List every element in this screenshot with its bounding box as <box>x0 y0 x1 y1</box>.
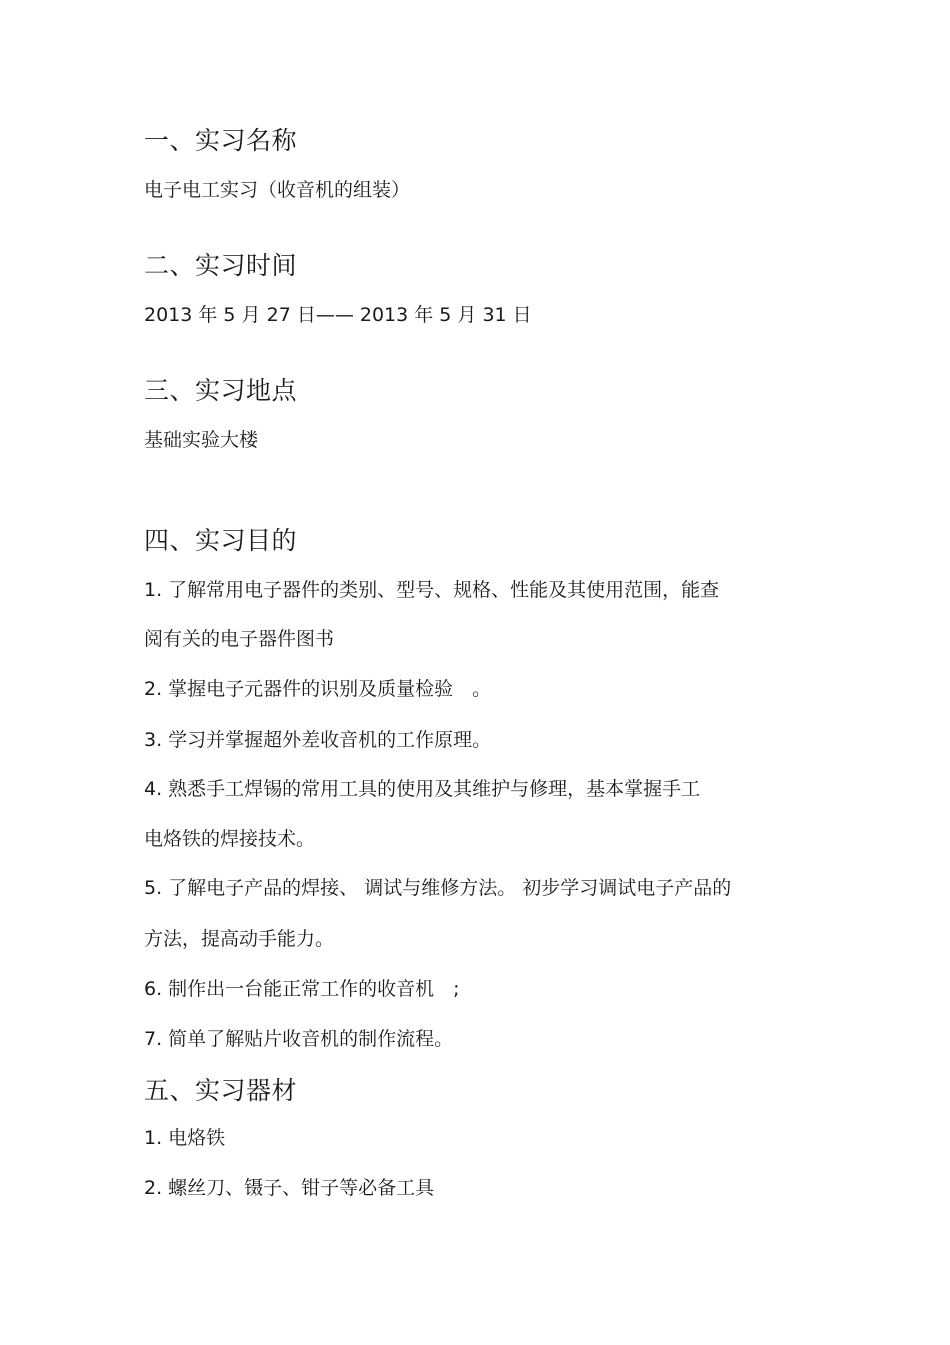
purpose-line-3: 2. 掌握电子元器件的识别及质量检验 。 <box>144 678 492 700</box>
purpose-line-2: 阅有关的电子器件图书 <box>144 628 335 650</box>
purpose-line-8: 方法，提高动手能力。 <box>144 928 335 950</box>
purpose-line-9: 6. 制作出一台能正常工作的收音机 ; <box>144 978 460 1000</box>
section-heading-name: 一、实习名称 <box>144 126 298 155</box>
section-heading-equipment: 五、实习器材 <box>144 1076 298 1105</box>
section-text-location: 基础实验大楼 <box>144 429 259 451</box>
section-text-time: 2013 年 5 月 27 日—— 2013 年 5 月 31 日 <box>144 304 532 326</box>
purpose-line-5: 4. 熟悉手工焊锡的常用工具的使用及其维护与修理，基本掌握手工 <box>144 778 701 800</box>
purpose-line-4: 3. 学习并掌握超外差收音机的工作原理。 <box>144 729 492 751</box>
section-heading-location: 三、实习地点 <box>144 376 298 405</box>
purpose-line-6: 电烙铁的焊接技术。 <box>144 828 316 850</box>
section-text-name: 电子电工实习（收音机的组装） <box>144 179 411 201</box>
equipment-line-1: 1. 电烙铁 <box>144 1127 226 1149</box>
equipment-line-2: 2. 螺丝刀、镊子、钳子等必备工具 <box>144 1177 435 1199</box>
purpose-line-7: 5. 了解电子产品的焊接、 调试与维修方法。 初步学习调试电子产品的 <box>144 877 732 899</box>
section-heading-purpose: 四、实习目的 <box>144 526 298 555</box>
purpose-line-1: 1. 了解常用电子器件的类别、型号、规格、性能及其使用范围，能查 <box>144 579 720 601</box>
section-heading-time: 二、实习时间 <box>144 251 298 280</box>
purpose-line-10: 7. 简单了解贴片收音机的制作流程。 <box>144 1028 454 1050</box>
